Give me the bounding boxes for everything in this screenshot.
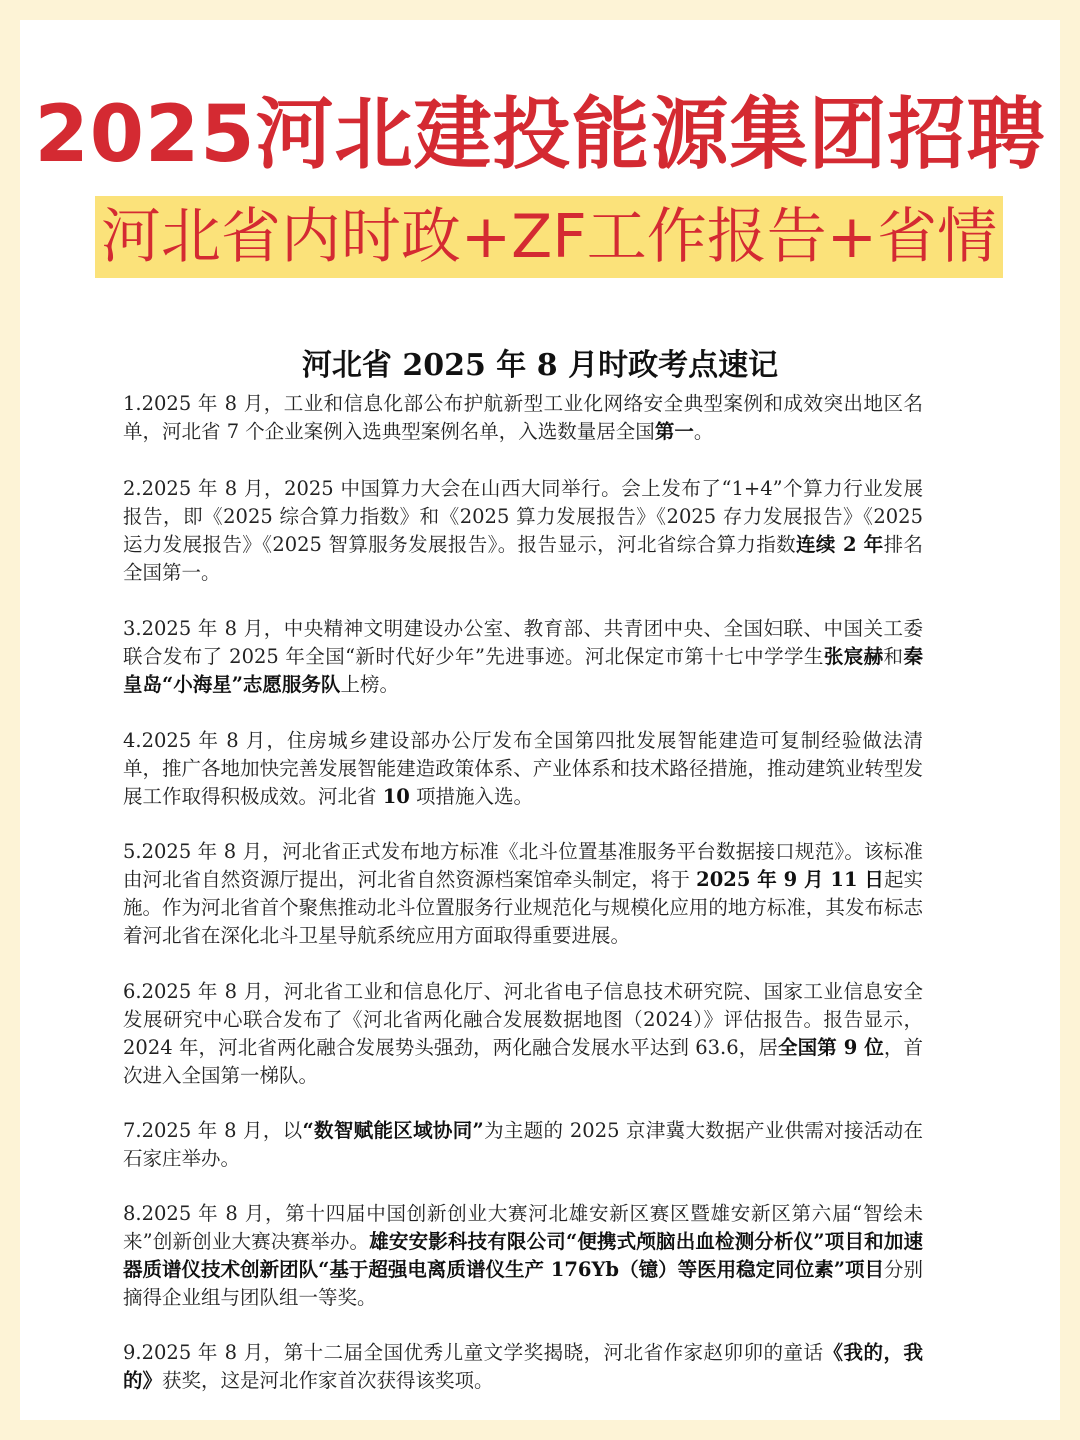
item-text: 排名全国第一。 (123, 533, 923, 584)
item-text: 2.2025 年 8 月，2025 中国算力大会在山西大同举行。会上发布了“1+4”个算力行业发展报告，即《2025 综合算力指数》和《2025 算力发展报告》《2025 存力发展报告》《2025 运力发展报告》《2025 智算服务发展报告》。报告显示，河北省综合算力指数 (123, 477, 923, 556)
document-items (123, 390, 923, 1422)
item-text: 3.2025 年 8 月，中央精神文明建设办公室、教育部、共青团中央、全国妇联、中国关工委联合发布了 2025 年全国“新时代好少年”先进事迹。河北保定市第十七中学学生 (123, 617, 923, 668)
item-text: 和 (883, 645, 904, 668)
news-item (123, 615, 923, 699)
news-item (123, 1117, 923, 1173)
item-text: 5.2025 年 8 月，河北省正式发布地方标准《北斗位置基准服务平台数据接口规范》。该标准由河北省自然资源厅提出，河北省自然资源档案馆牵头制定，将于 (123, 840, 923, 891)
highlight-text: 《我的，我的》 (123, 1341, 923, 1392)
page-title: 2025河北建投能源集团招聘 (34, 90, 1046, 180)
news-item (123, 1339, 923, 1395)
item-text: 为主题的 2025 京津冀大数据产业供需对接活动在石家庄举办。 (123, 1119, 924, 1170)
news-item (123, 390, 923, 446)
item-text: 8.2025 年 8 月，第十四届中国创新创业大赛河北雄安新区赛区暨雄安新区第六届“智绘未来”创新创业大赛决赛举办。 (123, 1202, 923, 1253)
news-item (123, 475, 923, 587)
item-text: ，首次进入全国第一梯队。 (123, 1036, 923, 1087)
highlight-text: 连续 2 年 (796, 533, 884, 556)
item-text: 7.2025 年 8 月，以 (123, 1119, 303, 1142)
news-item (123, 838, 923, 950)
news-item (123, 727, 923, 811)
item-text: 。 (693, 420, 714, 443)
highlight-text: 雄安安影科技有限公司“便携式颅脑出血检测分析仪”项目和加速器质谱仪技术创新团队“基于超强电离质谱仪生产 176Yb（镱）等医用稳定同位素”项目 (123, 1230, 923, 1281)
item-text: 分别摘得企业组与团队组一等奖。 (123, 1258, 923, 1309)
highlight-text: 2025 年 9 月 11 日 (696, 868, 884, 891)
news-item (123, 978, 923, 1090)
highlight-text: 张宸赫 (823, 645, 884, 668)
item-text: 9.2025 年 8 月，第十二届全国优秀儿童文学奖揭晓，河北省作家赵卯卯的童话 (123, 1341, 824, 1364)
item-text: 6.2025 年 8 月，河北省工业和信息化厅、河北省电子信息技术研究院、国家工业信息安全发展研究中心联合发布了《河北省两化融合发展数据地图（2024）》评估报告。报告显示，2024 年，河北省两化融合发展势头强劲，两化融合发展水平达到 63.6，居 (123, 980, 923, 1059)
item-text: 获奖，这是河北作家首次获得该奖项。 (162, 1369, 494, 1392)
highlight-text: 全国第 9 位 (778, 1036, 884, 1059)
item-text: 上榜。 (340, 673, 399, 696)
news-item (123, 1200, 923, 1312)
highlight-text: 第一 (654, 420, 694, 443)
item-text: 项措施入选。 (409, 785, 534, 808)
item-text: 起实施。作为河北省首个聚焦推动北斗位置服务行业规范化与规模化应用的地方标准，其发布标志着河北省在深化北斗卫星导航系统应用方面取得重要进展。 (123, 868, 924, 947)
document-title: 河北省 2025 年 8 月时政考点速记 (301, 348, 779, 383)
item-text: 1.2025 年 8 月，工业和信息化部公布护航新型工业化网络安全典型案例和成效突出地区名单，河北省 7 个企业案例入选典型案例名单，入选数量居全国 (123, 392, 923, 443)
item-text: 4.2025 年 8 月，住房城乡建设部办公厅发布全国第四批发展智能建造可复制经验做法清单，推广各地加快完善发展智能建造政策体系、产业体系和技术路径措施，推动建筑业转型发展工作取得积极成效。河北省 (123, 729, 923, 808)
highlight-text: 10 (382, 785, 410, 808)
highlight-text: “数智赋能区域协同” (302, 1119, 484, 1142)
subtitle-banner: 河北省内时政+ZF工作报告+省情 (95, 196, 1003, 278)
highlight-text: 秦皇岛“小海星”志愿服务队 (123, 645, 923, 696)
